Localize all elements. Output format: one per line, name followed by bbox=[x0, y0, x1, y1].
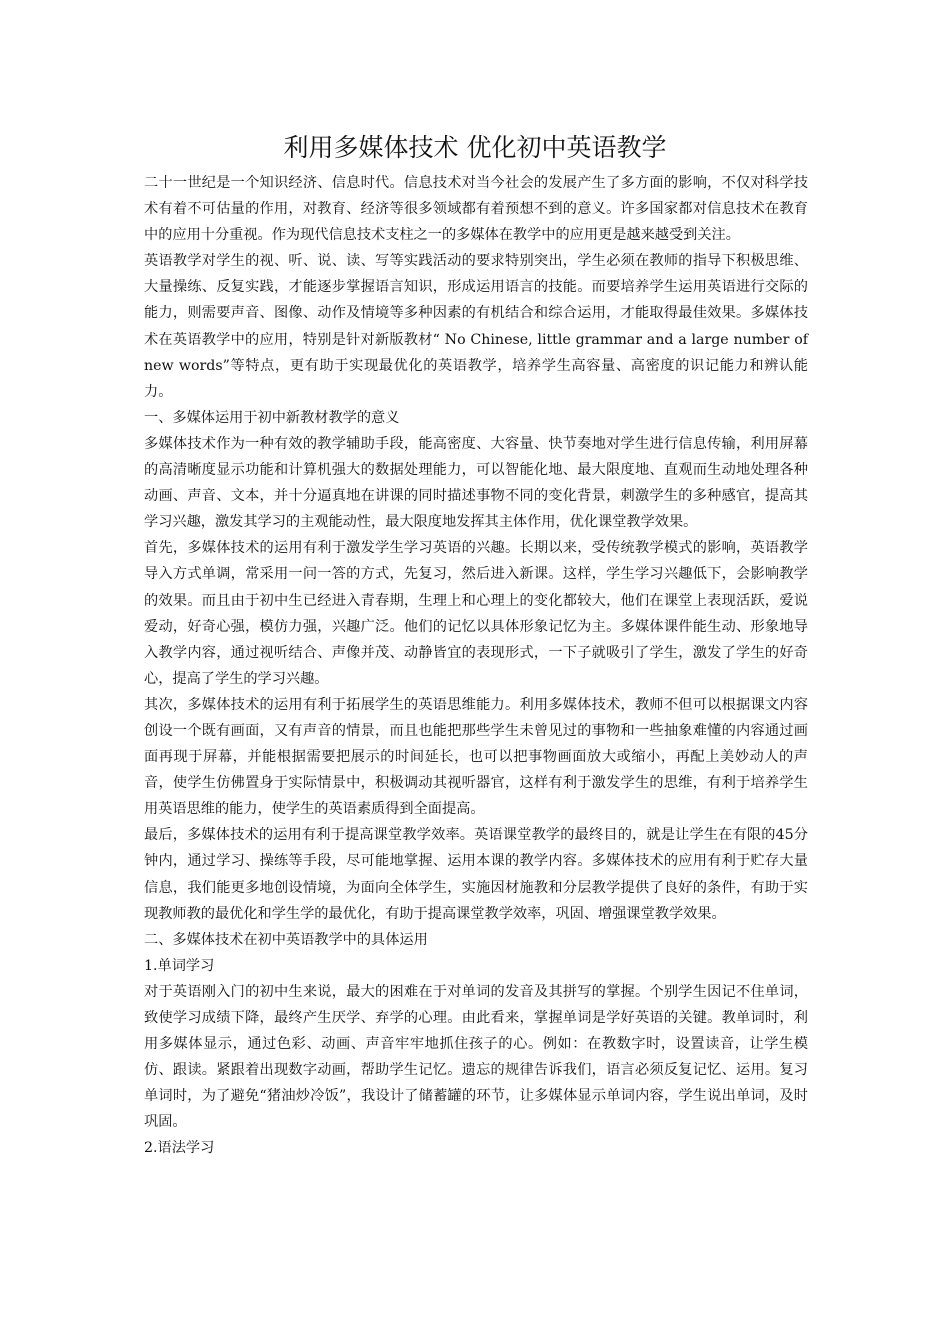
document-body bbox=[144, 170, 808, 1162]
paragraph-english-teaching: 英语教学对学生的视、听、说、读、写等实践活动的要求特别突出，学生必须在教师的指导下积极思维、大量操练、反复实践，才能逐步掌握语言知识，形成运用语言的技能。而要培养学生运用英语进行交际的能力，则需要声音、图像、动作及情境等多种因素的有机结合和综合运用，才能取得最佳效果。多媒体技术在英语教学中的应用，特别是针对新版教材“ No Chinese, little grammar and a large number of new words”等特点，更有助于实现最优化的英语教学，培养学生高容量、高密度的识记能力和辨认能力。 bbox=[144, 253, 808, 400]
paragraph-multimedia-means: 多媒体技术作为一种有效的教学辅助手段，能高密度、大容量、快节奏地对学生进行信息传输，利用屏幕的高清晰度显示功能和计算机强大的数据处理能力，可以智能化地、最大限度地、直观而生动地处理各种动画、声音、文本，并十分逼真地在讲课的同时描述事物不同的变化背景，刺激学生的多种感官，提高其学习兴趣，激发其学习的主观能动性，最大限度地发挥其主体作用，优化课堂教学效果。 bbox=[144, 435, 808, 531]
paragraph-vocabulary: 对于英语刚入门的初中生来说，最大的困难在于对单词的发音及其拼写的掌握。个别学生因记不住单词，致使学习成绩下降，最终产生厌学、弃学的心理。由此看来，掌握单词是学好英语的关键。教单词时，利用多媒体显示，通过色彩、动画、声音牢牢地抓住孩子的心。例如：在教数字时，设置读音，让学生模仿、跟读。紧跟着出现数字动画，帮助学生记忆。遗忘的规律告诉我们，语言必须反复记忆、运用。复习单词时，为了避免“猪油炒冷饭”，我设计了储蓄罐的环节，让多媒体显示单词内容，学生说出单词，及时巩固。 bbox=[144, 983, 808, 1131]
document-title: 利用多媒体技术 优化初中英语教学 bbox=[283, 133, 667, 162]
paragraph-first: 首先，多媒体技术的运用有利于激发学生学习英语的兴趣。长期以来，受传统教学模式的影响，英语教学导入方式单调，常采用一问一答的方式，先复习，然后进入新课。这样，学生学习兴趣低下，会影响教学的效果。而且由于初中生已经进入青春期，生理上和心理上的变化都较大，他们在课堂上表现活跃，爱说爱动，好奇心强，模仿力强，兴趣广泛。他们的记忆以具体形象记忆为主。多媒体课件能生动、形象地导入教学内容，通过视听结合、声像并茂、动静皆宜的表现形式，一下子就吸引了学生，激发了学生的好奇心，提高了学生的学习兴趣。 bbox=[144, 540, 808, 687]
paragraph-intro: 二十一世纪是一个知识经济、信息时代。信息技术对当今社会的发展产生了多方面的影响，不仅对科学技术有着不可估量的作用，对教育、经济等很多领域都有着预想不到的意义。许多国家都对信息技术在教育中的应用十分重视。作为现代信息技术支柱之一的多媒体在教学中的应用更是越来越受到关注。 bbox=[144, 175, 808, 244]
subheading-grammar: 2.语法学习 bbox=[144, 1140, 215, 1157]
section-heading-1: 一、多媒体运用于初中新教材教学的意义 bbox=[144, 409, 400, 426]
section-heading-2: 二、多媒体技术在初中英语教学中的具体运用 bbox=[144, 931, 428, 948]
paragraph-last: 最后，多媒体技术的运用有利于提高课堂教学效率。英语课堂教学的最终目的，就是让学生在有限的45分钟内，通过学习、操练等手段，尽可能地掌握、运用本课的教学内容。多媒体技术的应用有利于贮存大量信息，我们能更多地创设情境，为面向全体学生，实施因材施教和分层教学提供了良好的条件，有助于实现教师教的最优化和学生学的最优化，有助于提高课堂教学效率，巩固、增强课堂教学效果。 bbox=[144, 827, 808, 922]
subheading-vocabulary: 1.单词学习 bbox=[144, 957, 215, 974]
paragraph-second: 其次，多媒体技术的运用有利于拓展学生的英语思维能力。利用多媒体技术，教师不但可以根据课文内容创设一个既有画面，又有声音的情景，而且也能把那些学生未曾见过的事物和一些抽象难懂的内容通过画面再现于屏幕，并能根据需要把展示的时间延长，也可以把事物画面放大或缩小，再配上美妙动人的声音，使学生仿佛置身于实际情景中，积极调动其视听器官，这样有利于激发学生的思维，有利于培养学生用英语思维的能力，使学生的英语素质得到全面提高。 bbox=[144, 696, 808, 818]
